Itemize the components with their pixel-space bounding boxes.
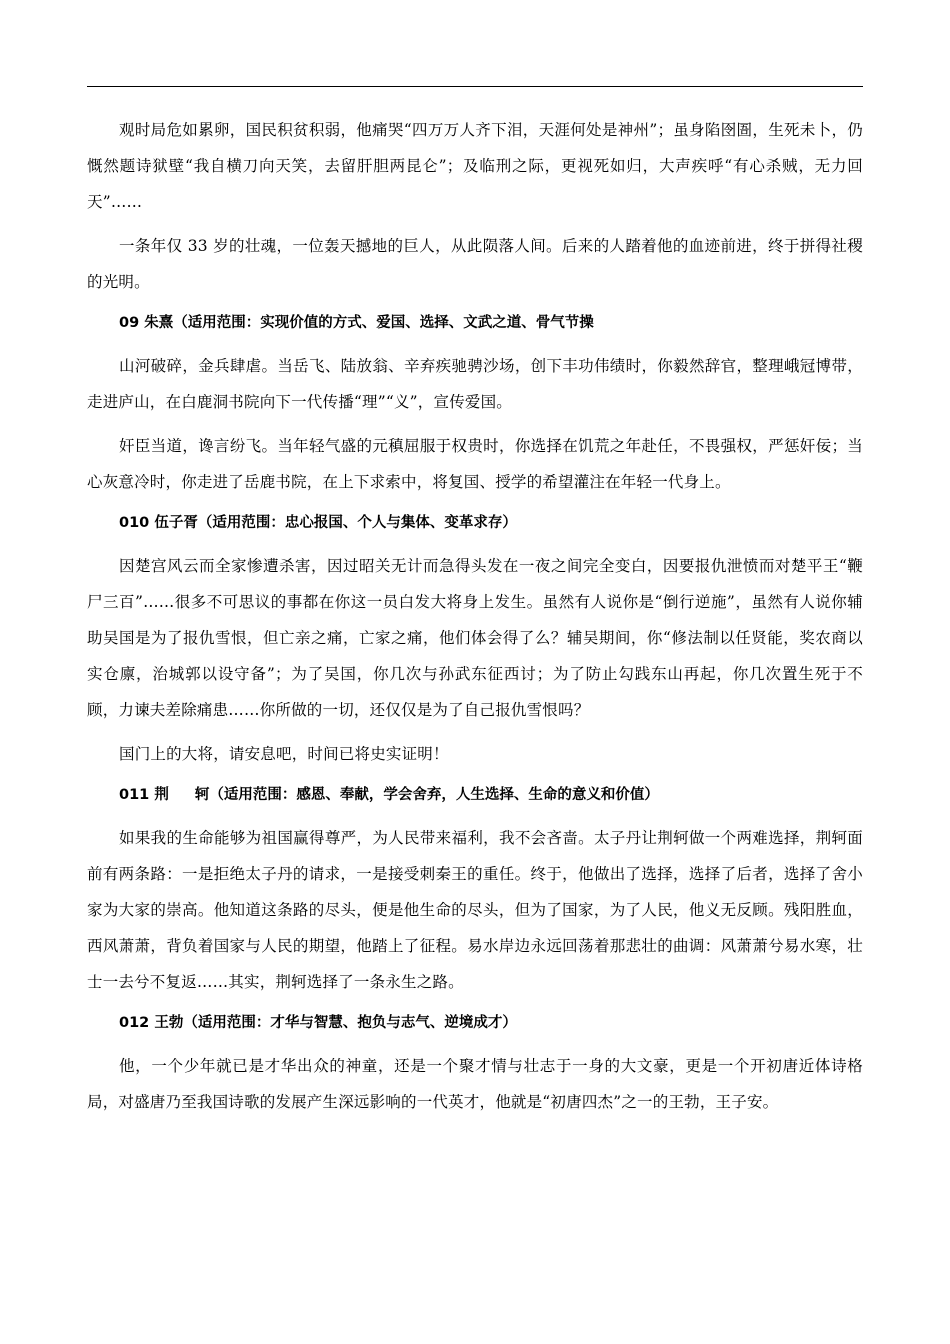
paragraph-jing-ke: 如果我的生命能够为祖国赢得尊严，为人民带来福利，我不会吝啬。太子丹让荆轲做一个两难选择，荆轲面前有两条路：一是拒绝太子丹的请求，一是接受刺秦王的重任。终于，他做出了选择，选择了后者，选择了舍小家为大家的崇高。他知道这条路的尽头，便是他生命的尽头，但为了国家，为了人民，他义无反顾。残阳胜血，西风萧萧，背负着国家与人民的期望，他踏上了征程。易水岸边永远回荡着那悲壮的曲调：风萧萧兮易水寒，壮士一去兮不复返……其实，荆轲选择了一条永生之路。 (87, 829, 863, 991)
section-heading-zhu-xi: 09 朱熹（适用范围：实现价值的方式、爱国、选择、文武之道、骨气节操 (119, 315, 594, 331)
paragraph-wang-bo: 他，一个少年就已是才华出众的神童，还是一个聚才情与壮志于一身的大文豪，更是一个开初唐近体诗格局，对盛唐乃至我国诗歌的发展产生深远影响的一代英才，他就是“初唐四杰”之一的王勃，王子安。 (87, 1057, 863, 1111)
paragraph-tan-sitong-legacy: 一条年仅 33 岁的壮魂，一位轰天撼地的巨人，从此陨落人间。后来的人踏着他的血迹前进，终于拼得社稷的光明。 (87, 237, 863, 291)
paragraph-wu-zixu-2: 国门上的大将，请安息吧，时间已将史实证明！ (119, 745, 449, 763)
section-heading-jing-ke-text: 轲（适用范围：感恩、奉献，学会舍弃，人生选择、生命的意义和价值） (194, 787, 659, 803)
document-body (87, 112, 863, 1128)
paragraph-tan-sitong-last-words: 观时局危如累卵，国民积贫积弱，他痛哭“四万万人齐下泪，天涯何处是神州”；虽身陷囹圄，生死未卜，仍慨然题诗狱壁“我自横刀向天笑，去留肝胆两昆仑”；及临刑之际，更视死如归，大声疾呼“有心杀贼，无力回天”…… (87, 121, 863, 211)
paragraph-wu-zixu-1: 因楚宫风云而全家惨遭杀害，因过昭关无计而急得头发在一夜之间完全变白，因要报仇泄愤而对楚平王“鞭尸三百”……很多不可思议的事都在你这一员白发大将身上发生。虽然有人说你是“倒行逆施”，虽然有人说你辅助吴国是为了报仇雪恨，但亡亲之痛，亡家之痛，他们体会得了么？辅吴期间，你“修法制以任贤能，奖农商以实仓廪，治城郭以设守备”；为了吴国，你几次与孙武东征西讨；为了防止勾践东山再起，你几次置生死于不顾，力谏夫差除痛患……你所做的一切，还仅仅是为了自己报仇雪恨吗？ (87, 557, 863, 719)
section-heading-wu-zixu: 010 伍子胥（适用范围：忠心报国、个人与集体、变革求存） (119, 515, 517, 531)
section-heading-jing-ke-number: 011 荆 (119, 787, 169, 803)
section-heading-wang-bo: 012 王勃（适用范围：才华与智慧、抱负与志气、逆境成才） (119, 1015, 517, 1031)
header-rule (87, 86, 863, 87)
paragraph-zhu-xi-2: 奸臣当道，谗言纷飞。当年轻气盛的元稹屈服于权贵时，你选择在饥荒之年赴任，不畏强权，严惩奸佞；当心灰意冷时，你走进了岳鹿书院，在上下求索中，将复国、授学的希望灌注在年轻一代身上。 (87, 437, 863, 491)
paragraph-zhu-xi-1: 山河破碎，金兵肆虐。当岳飞、陆放翁、辛弃疾驰骋沙场，创下丰功伟绩时，你毅然辞官，整理峨冠博带，走进庐山，在白鹿洞书院向下一代传播“理”“义”，宣传爱国。 (87, 357, 863, 411)
section-heading-jing-ke (87, 780, 863, 810)
